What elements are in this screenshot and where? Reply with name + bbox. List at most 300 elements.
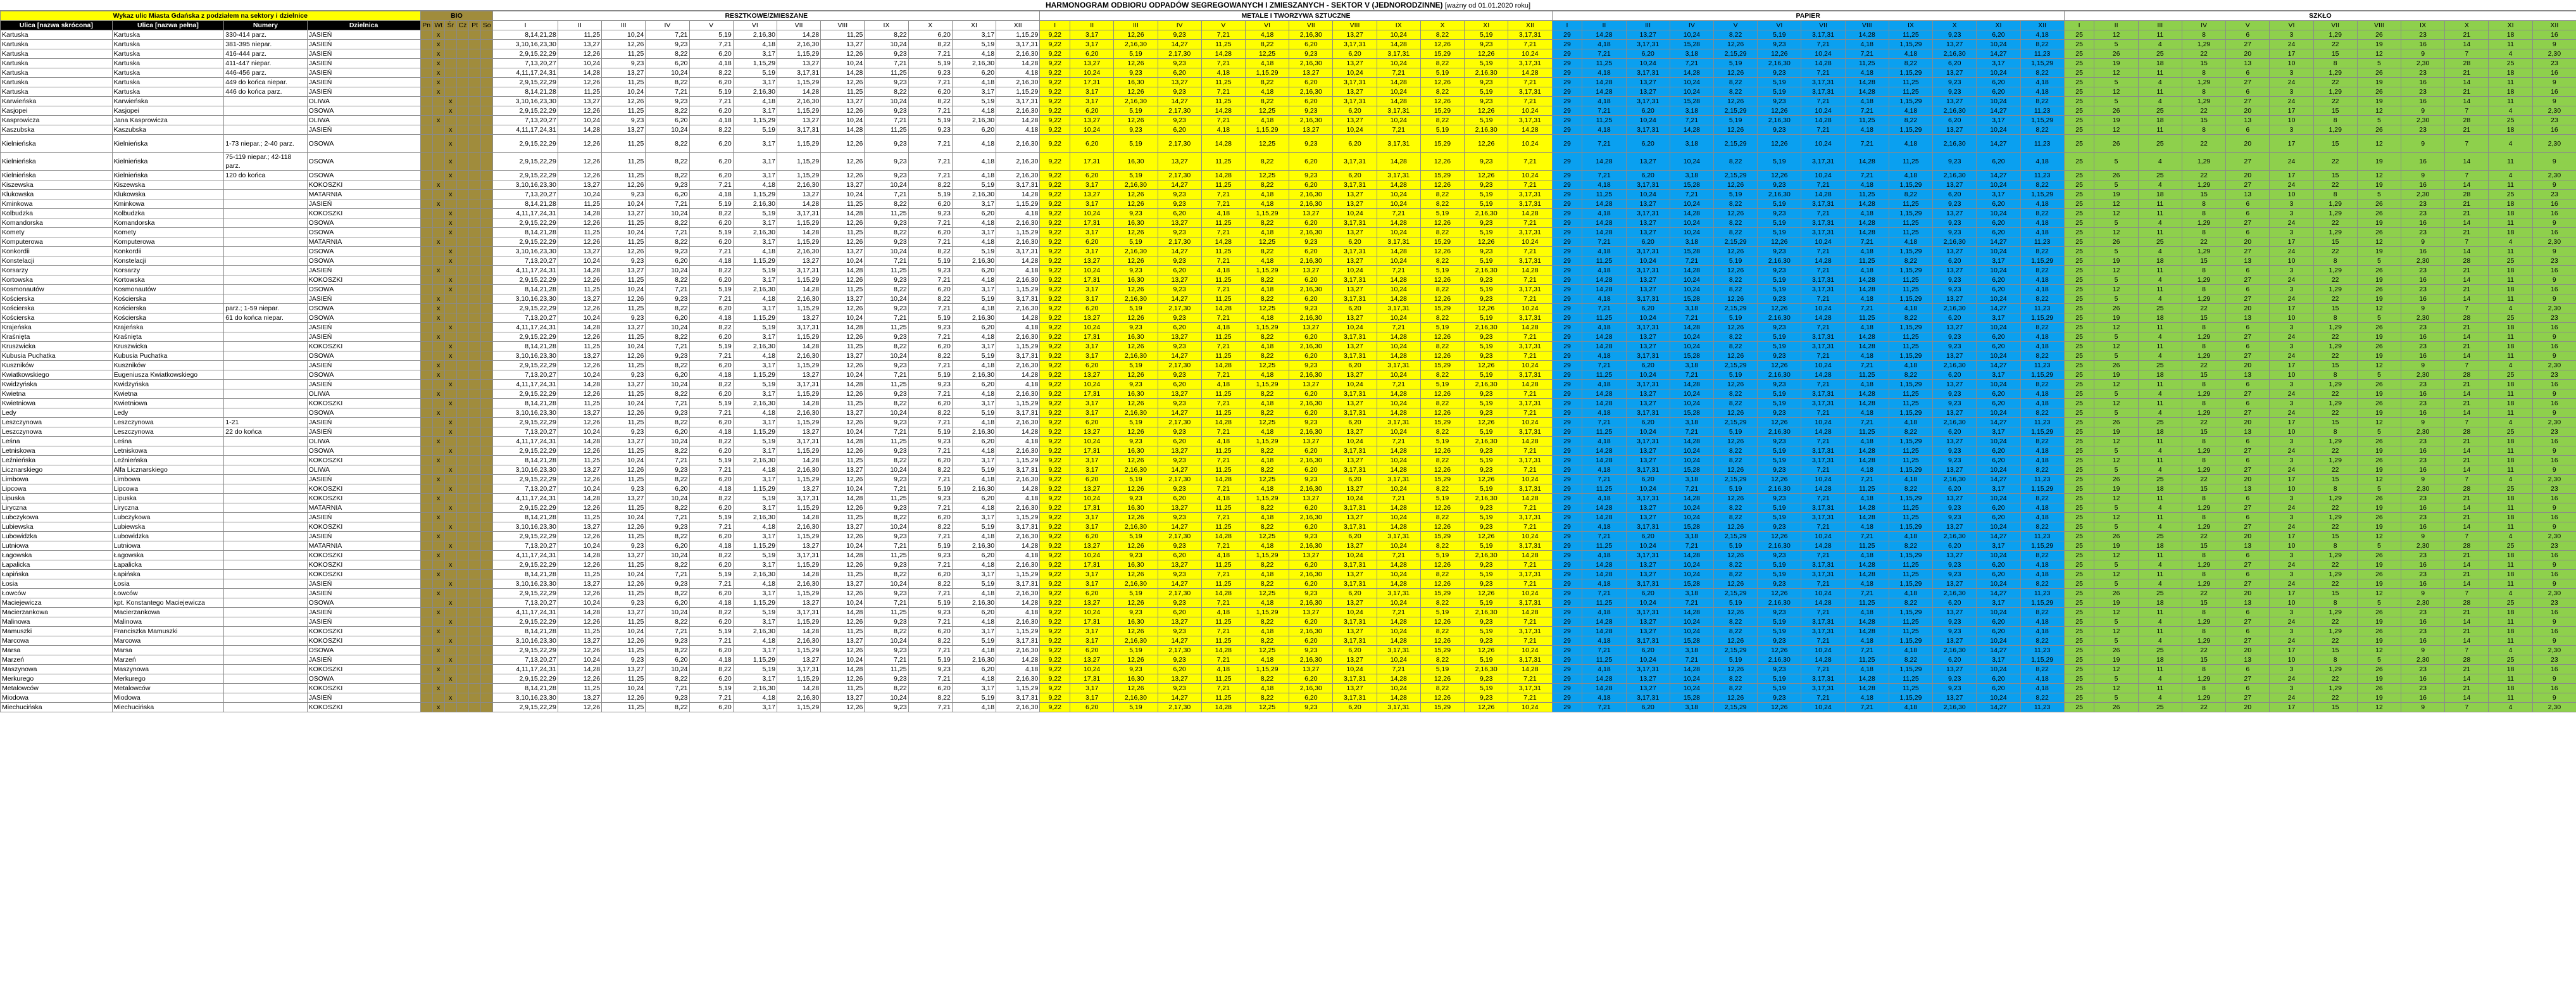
- zm-date-cell: 12,26: [821, 560, 865, 570]
- met-date-cell: 16,30: [1114, 617, 1158, 627]
- pap-date-cell: 4,18: [1845, 665, 1889, 674]
- zm-date-cell: 13,27: [558, 351, 601, 361]
- met-date-cell: 9,23: [1158, 541, 1201, 551]
- met-date-cell: 7,21: [1201, 228, 1245, 237]
- pap-date-cell: 10,24: [1801, 475, 1845, 484]
- pap-date-cell: 12,26: [1758, 171, 1801, 180]
- szk-date-cell: 27: [2226, 294, 2270, 304]
- met-date-cell: 9,23: [1158, 87, 1201, 97]
- szk-date-cell: 25: [2489, 427, 2532, 437]
- met-date-cell: 3,17,31: [1333, 636, 1377, 646]
- pap-date-cell: 12,26: [1713, 408, 1757, 418]
- bio-day-cell: [420, 237, 432, 247]
- szk-date-cell: 20: [2226, 589, 2270, 598]
- bio-day-cell: [481, 418, 493, 427]
- bio-day-cell: [420, 285, 432, 294]
- pap-date-cell: 10,24: [1626, 598, 1670, 608]
- bio-day-cell: [420, 636, 432, 646]
- met-date-cell: 13,27: [1289, 665, 1333, 674]
- szk-date-cell: 19: [2357, 560, 2401, 570]
- pap-date-cell: 12,26: [1713, 522, 1757, 532]
- zm-date-cell: 9,23: [865, 646, 908, 655]
- pap-date-cell: 29: [1552, 237, 1582, 247]
- bio-day-cell: [468, 617, 480, 627]
- szk-date-cell: 28: [2445, 313, 2489, 323]
- bio-day-cell: x: [444, 579, 456, 589]
- pap-date-cell: 4,18: [1845, 494, 1889, 503]
- pap-date-cell: 4,18: [1582, 294, 1626, 304]
- bio-day-cell: [481, 494, 493, 503]
- met-date-cell: 3,17,31: [1508, 342, 1552, 351]
- met-date-cell: 6,20: [1289, 97, 1333, 106]
- pap-date-cell: 10,24: [1801, 589, 1845, 598]
- bio-day-cell: [468, 294, 480, 304]
- district-cell: OLIWA: [307, 437, 420, 446]
- bio-day-cell: x: [432, 59, 444, 68]
- met-date-cell: 9,23: [1465, 294, 1508, 304]
- district-cell: KOKOSZKI: [307, 209, 420, 218]
- met-date-cell: 13,27: [1333, 484, 1377, 494]
- met-date-cell: 9,22: [1040, 541, 1070, 551]
- zm-date-cell: 2,16,30: [996, 135, 1040, 153]
- szk-date-cell: 25: [2138, 475, 2182, 484]
- pap-date-cell: 10,24: [1626, 116, 1670, 125]
- pap-date-cell: 5,19: [1758, 285, 1801, 294]
- bio-day-cell: [456, 598, 468, 608]
- pap-date-cell: 10,24: [1977, 551, 2020, 560]
- zm-date-cell: 5,19: [733, 209, 777, 218]
- szk-date-cell: 1,29: [2182, 560, 2225, 570]
- street-full-cell: Kartuska: [112, 68, 224, 78]
- szk-date-cell: 11: [2138, 228, 2182, 237]
- met-date-cell: 7,21: [1201, 684, 1245, 693]
- table-row: [1, 125, 2576, 135]
- bio-day-cell: x: [444, 218, 456, 228]
- pap-date-cell: 14,28: [1801, 116, 1845, 125]
- street-full-cell: Metalowców: [112, 684, 224, 693]
- met-date-cell: 17,31: [1070, 560, 1114, 570]
- bio-day-cell: [468, 418, 480, 427]
- numbers-cell: [224, 551, 307, 560]
- zm-date-cell: 2,16,30: [996, 78, 1040, 87]
- szk-date-cell: 10: [2270, 256, 2313, 266]
- pap-date-cell: 29: [1552, 256, 1582, 266]
- pap-date-cell: 14,28: [1582, 446, 1626, 456]
- met-date-cell: 3,17: [1070, 522, 1114, 532]
- zm-date-cell: 2,16,30: [777, 636, 820, 646]
- pap-date-cell: 6,20: [1977, 570, 2020, 579]
- zm-date-cell: 3,17,31: [777, 494, 820, 503]
- szk-date-cell: 8: [2313, 370, 2357, 380]
- pap-date-cell: 4,18: [1582, 608, 1626, 617]
- met-date-cell: 3,17,31: [1508, 399, 1552, 408]
- szk-date-cell: 11: [2489, 503, 2532, 513]
- bio-day-cell: [468, 304, 480, 313]
- met-date-cell: 14,28: [1201, 304, 1245, 313]
- bio-day-cell: [456, 589, 468, 598]
- pap-date-cell: 5,19: [1758, 153, 1801, 171]
- met-date-cell: 10,24: [1333, 209, 1377, 218]
- pap-date-cell: 9,23: [1758, 693, 1801, 703]
- szk-date-cell: 2,30: [2532, 646, 2576, 655]
- szk-date-cell: 23: [2401, 665, 2445, 674]
- zm-date-cell: 3,17: [733, 135, 777, 153]
- met-date-cell: 7,21: [1508, 247, 1552, 256]
- pap-date-cell: 14,28: [1582, 275, 1626, 285]
- szk-date-cell: 26: [2357, 228, 2401, 237]
- pap-date-cell: 10,24: [1977, 380, 2020, 389]
- bio-day-cell: [468, 408, 480, 418]
- met-date-cell: 3,17: [1070, 456, 1114, 465]
- pap-date-cell: 4,18: [1582, 579, 1626, 589]
- szk-date-cell: 22: [2182, 171, 2225, 180]
- met-date-cell: 12,26: [1114, 513, 1158, 522]
- szk-date-cell: 14: [2445, 153, 2489, 171]
- met-date-cell: 4,18: [1245, 116, 1289, 125]
- pap-date-cell: 14,28: [1582, 399, 1626, 408]
- szk-date-cell: 18: [2489, 437, 2532, 446]
- szk-date-cell: 1,29: [2313, 266, 2357, 275]
- zm-date-cell: 12,26: [558, 617, 601, 627]
- met-date-cell: 7,21: [1508, 294, 1552, 304]
- szk-date-cell: 16: [2532, 570, 2576, 579]
- szk-date-cell: 25: [2064, 617, 2094, 627]
- zm-date-cell: 6,20: [908, 627, 952, 636]
- met-month-header: XI: [1465, 21, 1508, 30]
- pap-date-cell: 10,24: [1626, 313, 1670, 323]
- szk-date-cell: 8: [2182, 399, 2225, 408]
- pap-date-cell: 5,19: [1758, 627, 1801, 636]
- pap-date-cell: 11,25: [1889, 275, 1932, 285]
- pap-date-cell: 13,27: [1933, 323, 1977, 332]
- bio-day-cell: [432, 285, 444, 294]
- pap-date-cell: 11,25: [1845, 370, 1889, 380]
- szk-date-cell: 4: [2138, 389, 2182, 399]
- zm-date-cell: 3,17: [733, 78, 777, 87]
- met-date-cell: 6,20: [1158, 665, 1201, 674]
- met-date-cell: 9,23: [1465, 389, 1508, 399]
- pap-date-cell: 9,23: [1933, 627, 1977, 636]
- szk-date-cell: 11: [2138, 342, 2182, 351]
- pap-date-cell: 14,28: [1582, 199, 1626, 209]
- zm-date-cell: 11,25: [821, 456, 865, 465]
- pap-date-cell: 11,25: [1889, 285, 1932, 294]
- table-row: [1, 256, 2576, 266]
- zm-date-cell: 14,28: [821, 437, 865, 446]
- bio-day-cell: [420, 484, 432, 494]
- numbers-cell: [224, 655, 307, 665]
- pap-date-cell: 3,17: [1977, 427, 2020, 437]
- szk-date-cell: 12: [2094, 30, 2138, 40]
- szk-date-cell: 25: [2064, 68, 2094, 78]
- met-date-cell: 3,17,31: [1333, 294, 1377, 304]
- district-cell: JASIEŃ: [307, 513, 420, 522]
- met-date-cell: 13,27: [1333, 456, 1377, 465]
- zm-date-cell: 8,22: [646, 532, 689, 541]
- zm-date-cell: 6,20: [952, 437, 996, 446]
- district-cell: JASIEŃ: [307, 78, 420, 87]
- zm-date-cell: 3,17: [733, 674, 777, 684]
- pap-date-cell: 29: [1552, 560, 1582, 570]
- met-date-cell: 6,20: [1333, 361, 1377, 370]
- zm-date-cell: 14,28: [821, 494, 865, 503]
- szk-date-cell: 23: [2401, 380, 2445, 389]
- pap-date-cell: 29: [1552, 285, 1582, 294]
- zm-date-cell: 12,26: [602, 294, 646, 304]
- pap-date-cell: 3,18: [1670, 361, 1713, 370]
- szk-date-cell: 12: [2357, 171, 2401, 180]
- met-date-cell: 7,21: [1508, 674, 1552, 684]
- met-date-cell: 8,22: [1245, 218, 1289, 228]
- street-full-cell: Konstelacji: [112, 256, 224, 266]
- szk-date-cell: 25: [2064, 475, 2094, 484]
- zm-date-cell: 7,21: [865, 256, 908, 266]
- pap-date-cell: 12,26: [1758, 418, 1801, 427]
- met-date-cell: 12,25: [1245, 532, 1289, 541]
- numbers-cell: parz.; 1-59 niepar.: [224, 304, 307, 313]
- szk-date-cell: 26: [2357, 399, 2401, 408]
- szk-date-cell: 25: [2138, 135, 2182, 153]
- zm-date-cell: 7,13,20,27: [493, 484, 558, 494]
- pap-date-cell: 3,18: [1670, 646, 1713, 655]
- szk-date-cell: 16: [2532, 684, 2576, 693]
- zm-date-cell: 10,24: [646, 665, 689, 674]
- zm-date-cell: 10,24: [558, 190, 601, 199]
- pap-date-cell: 4,18: [1845, 693, 1889, 703]
- szk-date-cell: 21: [2445, 494, 2489, 503]
- bio-day-cell: [456, 380, 468, 389]
- pap-date-cell: 6,20: [1977, 503, 2020, 513]
- street-full-cell: Klukowska: [112, 190, 224, 199]
- bio-day-cell: [432, 135, 444, 153]
- zm-date-cell: 6,20: [689, 389, 733, 399]
- zm-date-cell: 1,15,29: [777, 703, 820, 712]
- szk-date-cell: 8: [2182, 551, 2225, 560]
- district-cell: OSOWA: [307, 218, 420, 228]
- zm-date-cell: 12,26: [821, 617, 865, 627]
- met-date-cell: 10,24: [1377, 116, 1420, 125]
- zm-date-cell: 3,17: [733, 589, 777, 598]
- table-row: [1, 389, 2576, 399]
- zm-date-cell: 8,14,21,28: [493, 30, 558, 40]
- met-date-cell: 14,27: [1158, 180, 1201, 190]
- zm-date-cell: 12,26: [821, 589, 865, 598]
- met-date-cell: 3,17: [1070, 636, 1114, 646]
- szk-date-cell: 23: [2401, 627, 2445, 636]
- zm-date-cell: 4,18: [733, 465, 777, 475]
- pap-date-cell: 15,28: [1670, 579, 1713, 589]
- met-date-cell: 8,22: [1245, 617, 1289, 627]
- met-date-cell: 7,21: [1508, 408, 1552, 418]
- pap-date-cell: 14,28: [1582, 218, 1626, 228]
- table-row: [1, 589, 2576, 598]
- szk-date-cell: 9: [2401, 135, 2445, 153]
- zm-date-cell: 6,20: [689, 106, 733, 116]
- pap-date-cell: 14,27: [1977, 49, 2020, 59]
- zm-date-cell: 7,21: [908, 78, 952, 87]
- zm-date-cell: 13,27: [821, 97, 865, 106]
- bio-day-cell: x: [444, 256, 456, 266]
- szk-date-cell: 27: [2226, 275, 2270, 285]
- street-short-cell: Lubiewska: [1, 522, 113, 532]
- bio-day-cell: [420, 323, 432, 332]
- szk-date-cell: 5: [2094, 522, 2138, 532]
- numbers-cell: [224, 703, 307, 712]
- bio-day-cell: [456, 332, 468, 342]
- pap-date-cell: 13,27: [1933, 351, 1977, 361]
- szk-date-cell: 26: [2357, 342, 2401, 351]
- szk-date-cell: 25: [2064, 446, 2094, 456]
- pap-date-cell: 4,18: [1582, 408, 1626, 418]
- szk-date-cell: 15: [2313, 589, 2357, 598]
- numbers-cell: [224, 570, 307, 579]
- szk-date-cell: 4: [2489, 106, 2532, 116]
- szk-date-cell: 28: [2445, 190, 2489, 199]
- pap-date-cell: 9,23: [1758, 465, 1801, 475]
- bio-day-cell: x: [444, 342, 456, 351]
- met-date-cell: 8,22: [1420, 627, 1464, 636]
- met-date-cell: 5,19: [1420, 437, 1464, 446]
- street-short-cell: Letniskowa: [1, 446, 113, 456]
- zm-date-cell: 2,9,15,22,29: [493, 674, 558, 684]
- zm-date-cell: 4,18: [996, 323, 1040, 332]
- met-date-cell: 6,20: [1289, 465, 1333, 475]
- bio-day-cell: [456, 361, 468, 370]
- pap-date-cell: 12,26: [1713, 665, 1757, 674]
- met-date-cell: 9,23: [1158, 399, 1201, 408]
- zm-date-cell: 14,28: [777, 456, 820, 465]
- pap-date-cell: 3,17,31: [1801, 570, 1845, 579]
- szk-date-cell: 17: [2270, 589, 2313, 598]
- pap-date-cell: 7,21: [1845, 646, 1889, 655]
- met-date-cell: 13,27: [1158, 503, 1201, 513]
- numbers-cell: [224, 484, 307, 494]
- zm-date-cell: 9,23: [908, 551, 952, 560]
- szk-date-cell: 9: [2401, 646, 2445, 655]
- zm-date-cell: 11,25: [558, 570, 601, 579]
- szk-date-cell: 5: [2357, 116, 2401, 125]
- met-date-cell: 12,26: [1465, 106, 1508, 116]
- pap-date-cell: 3,17,31: [1801, 617, 1845, 627]
- bio-day-cell: [481, 579, 493, 589]
- zm-date-cell: 3,17: [952, 228, 996, 237]
- zm-date-cell: 4,18: [996, 437, 1040, 446]
- street-full-cell: Alfa Licznarskiego: [112, 465, 224, 475]
- street-short-cell: Maszynowa: [1, 665, 113, 674]
- zm-date-cell: 5,19: [908, 370, 952, 380]
- met-date-cell: 6,20: [1289, 153, 1333, 171]
- district-cell: OSOWA: [307, 646, 420, 655]
- szk-date-cell: 19: [2094, 190, 2138, 199]
- szk-date-cell: 9: [2401, 304, 2445, 313]
- pap-date-cell: 8,22: [1713, 560, 1757, 570]
- table-row: [1, 171, 2576, 180]
- szk-date-cell: 26: [2094, 237, 2138, 247]
- zm-date-cell: 5,19: [689, 30, 733, 40]
- szk-date-cell: 12: [2094, 323, 2138, 332]
- pap-date-cell: 10,24: [1670, 87, 1713, 97]
- szk-date-cell: 9: [2401, 418, 2445, 427]
- szk-date-cell: 5: [2094, 40, 2138, 49]
- zm-date-cell: 9,23: [602, 116, 646, 125]
- bio-day-cell: [481, 190, 493, 199]
- zm-date-cell: 7,21: [689, 180, 733, 190]
- bio-day-cell: [456, 40, 468, 49]
- bio-day-cell: [468, 399, 480, 408]
- pap-date-cell: 4,18: [1845, 294, 1889, 304]
- met-date-cell: 11,25: [1201, 389, 1245, 399]
- pap-date-cell: 14,28: [1582, 503, 1626, 513]
- zm-date-cell: 4,11,17,24,31: [493, 209, 558, 218]
- district-cell: JASIEŃ: [307, 332, 420, 342]
- met-date-cell: 12,25: [1245, 237, 1289, 247]
- zm-date-cell: 10,24: [646, 125, 689, 135]
- szk-date-cell: 2,30: [2532, 475, 2576, 484]
- pap-date-cell: 5,19: [1758, 503, 1801, 513]
- szk-date-cell: 5: [2094, 294, 2138, 304]
- zm-date-cell: 8,22: [689, 68, 733, 78]
- pap-date-cell: 14,28: [1845, 342, 1889, 351]
- bio-day-cell: [481, 323, 493, 332]
- zm-date-cell: 7,21: [865, 190, 908, 199]
- zm-date-cell: 5,19: [952, 522, 996, 532]
- zm-date-cell: 5,19: [952, 408, 996, 418]
- numbers-cell: [224, 627, 307, 636]
- street-full-cell: Kościerska: [112, 294, 224, 304]
- pap-date-cell: 5,19: [1758, 446, 1801, 456]
- zm-date-cell: 5,19: [952, 294, 996, 304]
- szk-month-header: XI: [2489, 21, 2532, 30]
- szk-date-cell: 18: [2138, 598, 2182, 608]
- street-full-cell: Marsa: [112, 646, 224, 655]
- numbers-cell: [224, 380, 307, 389]
- zm-date-cell: 5,19: [908, 59, 952, 68]
- pap-date-cell: 14,28: [1582, 456, 1626, 465]
- zm-date-cell: 4,18: [996, 608, 1040, 617]
- zm-date-cell: 7,21: [865, 427, 908, 437]
- zm-date-cell: 2,16,30: [996, 703, 1040, 712]
- street-full-cell: Franciszka Mamuszki: [112, 627, 224, 636]
- szk-date-cell: 4: [2489, 304, 2532, 313]
- pap-date-cell: 29: [1552, 78, 1582, 87]
- met-date-cell: 9,23: [1114, 125, 1158, 135]
- zm-date-cell: 8,22: [908, 294, 952, 304]
- bio-day-cell: [456, 313, 468, 323]
- zm-date-cell: 12,26: [558, 106, 601, 116]
- zm-date-cell: 1,15,29: [777, 78, 820, 87]
- zm-date-cell: 6,20: [646, 484, 689, 494]
- bio-day-cell: [432, 465, 444, 475]
- bio-day-cell: [468, 465, 480, 475]
- street-short-cell: Miodowa: [1, 693, 113, 703]
- szk-date-cell: 15: [2313, 532, 2357, 541]
- pap-date-cell: 2,16,30: [1933, 304, 1977, 313]
- pap-date-cell: 10,24: [1977, 351, 2020, 361]
- szk-date-cell: 8: [2182, 684, 2225, 693]
- met-date-cell: 13,27: [1289, 551, 1333, 560]
- szk-date-cell: 24: [2270, 180, 2313, 190]
- street-short-cell: Kościerska: [1, 294, 113, 304]
- pap-date-cell: 8,22: [1889, 116, 1932, 125]
- street-full-cell: Marzeń: [112, 655, 224, 665]
- zm-date-cell: 2,9,15,22,29: [493, 475, 558, 484]
- met-date-cell: 3,17,31: [1333, 78, 1377, 87]
- bio-day-cell: [444, 437, 456, 446]
- bio-day-cell: [420, 351, 432, 361]
- bio-day-cell: [432, 446, 444, 456]
- street-full-cell: Kartuska: [112, 30, 224, 40]
- zm-date-cell: 4,18: [952, 503, 996, 513]
